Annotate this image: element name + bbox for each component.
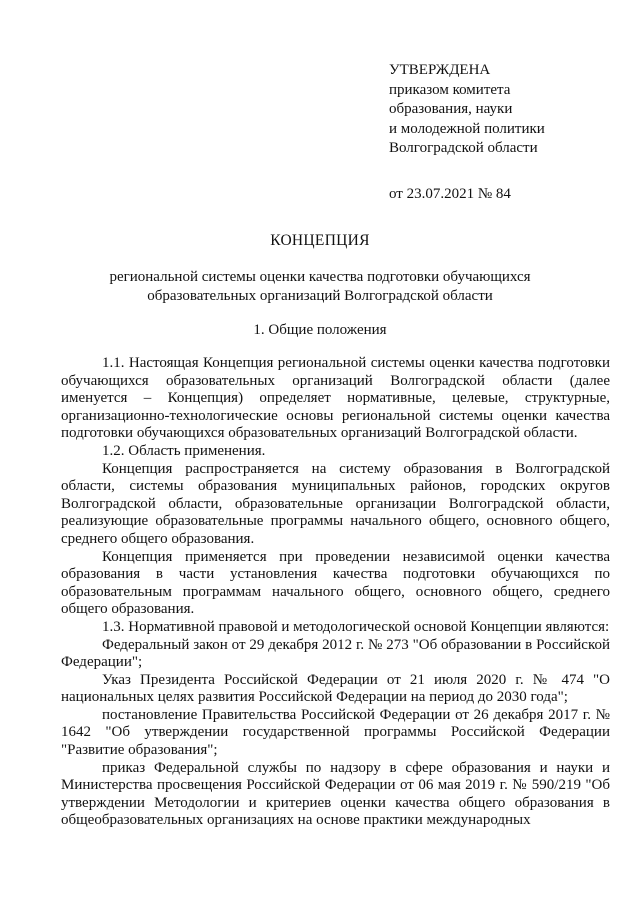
paragraph: 1.3. Нормативной правовой и методологической основой Концепции являются: [102, 618, 610, 635]
approval-line: УТВЕРЖДЕНА [389, 62, 491, 78]
subtitle-line: образовательных организаций Волгоградской области [147, 288, 493, 304]
paragraph: 1.2. Область применения. [102, 442, 266, 459]
paragraph: Концепция применяется при проведении независимой оценки качества образования в части установления качества подготовки обучающихся по образовательным программам начального общего, основного общего, среднего общего образования. [61, 548, 610, 618]
document-subtitle [0, 268, 640, 306]
paragraph: Указ Президента Российской Федерации от 21 июля 2020 г. № 474 "О национальных целях развития Российской Федерации на период до 2030 года"; [61, 671, 610, 706]
paragraph: постановление Правительства Российской Федерации от 26 декабря 2017 г. № 1642 "Об утверждении государственной программы Российской Федерации "Развитие образования"; [61, 706, 610, 759]
subtitle-line: региональной системы оценки качества подготовки обучающихся [109, 269, 531, 285]
paragraph: Концепция распространяется на систему образования в Волгоградской области, системы образования муниципальных районов, городских округов Волгоградской области, образовательные организации Волгоградской области, реализующие образовательные программы начального общего, основного общего, среднего общего образования. [61, 460, 610, 547]
paragraph: Федеральный закон от 29 декабря 2012 г. № 273 "Об образовании в Российской Федерации"; [61, 636, 610, 671]
approval-order: от 23.07.2021 № 84 [389, 185, 511, 202]
paragraph: приказ Федеральной службы по надзору в сфере образования и науки и Министерства просвещения Российской Федерации от 06 мая 2019 г. № 590/219 "Об утверждении Методологии и критериев оценки качества общего образования в общеобразовательных организациях на основе практики международных [61, 759, 610, 829]
document-title: КОНЦЕПЦИЯ [270, 232, 370, 249]
body-text [61, 355, 610, 830]
approval-line: приказом комитета [389, 81, 511, 98]
section-heading: 1. Общие положения [253, 322, 387, 338]
approval-line: Волгоградской области [389, 140, 538, 157]
approval-line: образования, науки [389, 101, 513, 118]
paragraph: 1.1. Настоящая Концепция региональной системы оценки качества подготовки обучающихся образовательных организаций Волгоградской области (далее именуется – Концепция) определяет нормативные, целевые, структурные, организационно-технологические основы региональной системы оценки качества подготовки обучающихся образовательных организаций Волгоградской области. [61, 355, 610, 442]
approval-stamp [389, 61, 545, 205]
approval-line: и молодежной политики [389, 120, 545, 137]
